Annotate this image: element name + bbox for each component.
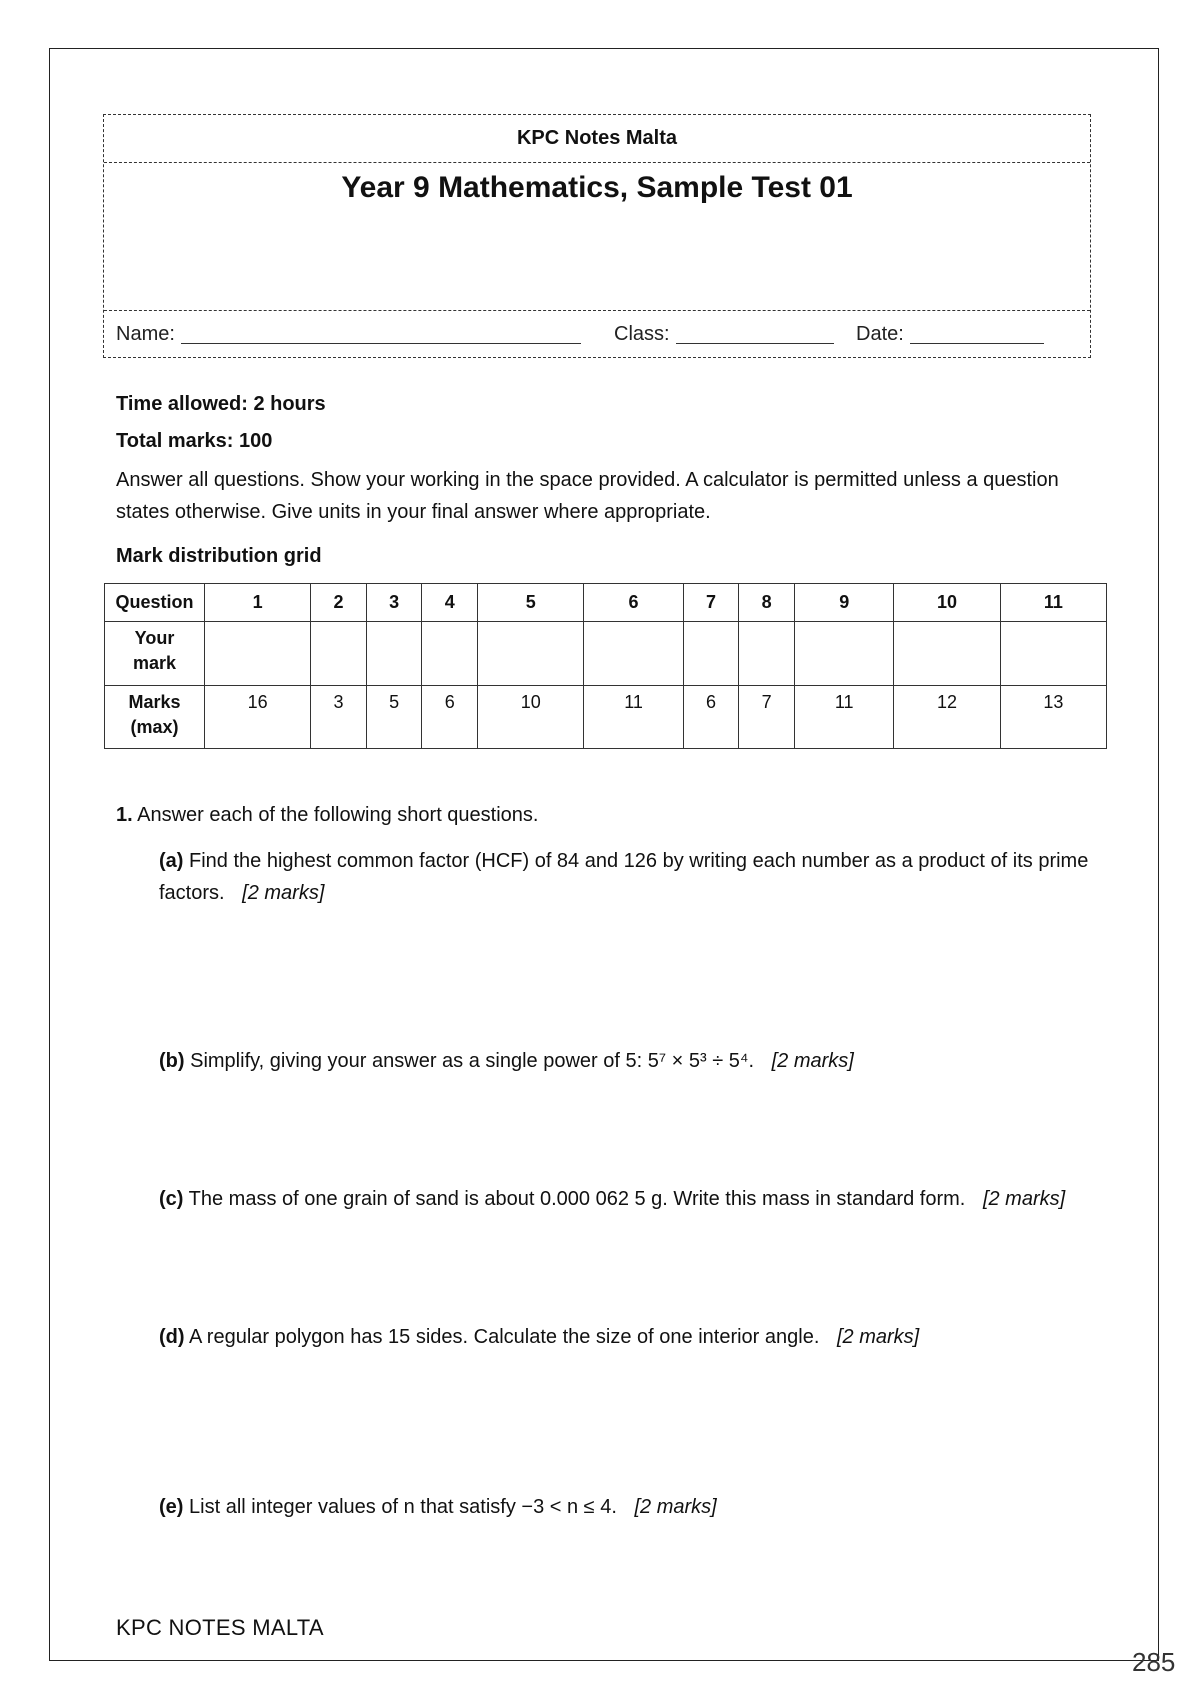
max-mark-cell: 12 [894, 686, 1000, 749]
your-mark-cell[interactable] [205, 622, 311, 686]
part-label: (a) [159, 850, 184, 872]
date-field[interactable] [856, 311, 1044, 357]
grid-question-cell: 1 [205, 584, 311, 622]
part-marks: [2 marks] [634, 1496, 717, 1518]
grid-your-mark-row [105, 622, 1107, 686]
header-box [103, 114, 1091, 358]
your-mark-cell[interactable] [584, 622, 683, 686]
your-mark-cell[interactable] [795, 622, 894, 686]
grid-header-question: Question [105, 584, 205, 622]
org-name: KPC Notes Malta [516, 127, 678, 149]
time-allowed: Time allowed: 2 hours [116, 393, 326, 415]
title-row [104, 163, 1090, 311]
grid-question-cell: 3 [366, 584, 422, 622]
grid-header-your-mark: Your mark [105, 622, 205, 686]
part-text: The mass of one grain of sand is about 0.000 062 5 g. Write this mass in standard form. [188, 1188, 966, 1210]
part-marks: [2 marks] [771, 1050, 854, 1072]
footer-text: KPC NOTES MALTA [116, 1615, 324, 1640]
part-text: A regular polygon has 15 sides. Calculate the size of one interior angle. [189, 1326, 820, 1348]
question-part-b [159, 1045, 1089, 1077]
your-mark-cell[interactable] [894, 622, 1000, 686]
grid-question-cell: 5 [478, 584, 584, 622]
grid-label: Mark distribution grid [116, 545, 322, 567]
max-mark-cell: 10 [478, 686, 584, 749]
your-mark-cell[interactable] [1000, 622, 1106, 686]
page-number: 285 [1132, 1647, 1176, 1677]
part-marks: [2 marks] [242, 882, 325, 904]
part-text: Find the highest common factor (HCF) of 84 and 126 by writing each number as a product of its prime factors. [159, 850, 1089, 904]
org-row [104, 115, 1090, 163]
date-line[interactable] [910, 326, 1044, 344]
student-fields-row [104, 311, 1090, 357]
class-label: Class: [614, 323, 670, 345]
question-part-c [159, 1183, 1089, 1215]
name-field[interactable] [116, 311, 581, 357]
class-line[interactable] [676, 326, 834, 344]
max-mark-cell: 7 [739, 686, 795, 749]
grid-header-max-marks: Marks (max) [105, 686, 205, 749]
question-part-e [159, 1491, 1089, 1523]
question-text: Answer each of the following short questions. [137, 804, 539, 826]
part-label: (c) [159, 1188, 184, 1210]
part-text: Simplify, giving your answer as a single power of 5: 5⁷ × 5³ ÷ 5⁴. [190, 1050, 755, 1072]
part-marks: [2 marks] [836, 1326, 920, 1348]
grid-question-row [105, 584, 1107, 622]
grid-question-cell: 6 [584, 584, 683, 622]
max-mark-cell: 5 [366, 686, 422, 749]
grid-question-cell: 11 [1000, 584, 1106, 622]
max-mark-cell: 11 [795, 686, 894, 749]
part-label: (e) [159, 1496, 184, 1518]
grid-question-cell: 7 [683, 584, 739, 622]
date-label: Date: [856, 323, 904, 345]
grid-question-cell: 4 [422, 584, 478, 622]
max-mark-cell: 13 [1000, 686, 1106, 749]
your-mark-cell[interactable] [478, 622, 584, 686]
max-mark-cell: 3 [311, 686, 367, 749]
part-text: List all integer values of n that satisfy −3 < n ≤ 4. [189, 1496, 617, 1518]
grid-question-cell: 2 [311, 584, 367, 622]
total-marks: Total marks: 100 [116, 430, 273, 452]
your-mark-cell[interactable] [683, 622, 739, 686]
question-1 [116, 804, 538, 827]
mark-distribution-grid [104, 583, 1107, 749]
max-mark-cell: 16 [205, 686, 311, 749]
your-mark-cell[interactable] [422, 622, 478, 686]
part-marks: [2 marks] [982, 1188, 1066, 1210]
your-mark-cell[interactable] [739, 622, 795, 686]
instructions: Answer all questions. Show your working in the space provided. A calculator is permitted unless a question states otherwise. Give units in your final answer where appropriate. [116, 469, 1059, 523]
name-line[interactable] [181, 326, 581, 344]
part-label: (d) [159, 1326, 185, 1348]
question-part-a [159, 845, 1089, 909]
grid-max-marks-row [105, 686, 1107, 749]
part-label: (b) [159, 1050, 185, 1072]
class-field[interactable] [614, 311, 834, 357]
max-mark-cell: 6 [422, 686, 478, 749]
question-part-d [159, 1321, 1089, 1353]
max-mark-cell: 11 [584, 686, 683, 749]
grid-question-cell: 9 [795, 584, 894, 622]
test-title: Year 9 Mathematics, Sample Test 01 [341, 171, 853, 204]
max-mark-cell: 6 [683, 686, 739, 749]
your-mark-cell[interactable] [366, 622, 422, 686]
grid-question-cell: 8 [739, 584, 795, 622]
name-label: Name: [116, 323, 175, 345]
your-mark-cell[interactable] [311, 622, 367, 686]
question-number: 1. [116, 804, 133, 826]
grid-question-cell: 10 [894, 584, 1000, 622]
